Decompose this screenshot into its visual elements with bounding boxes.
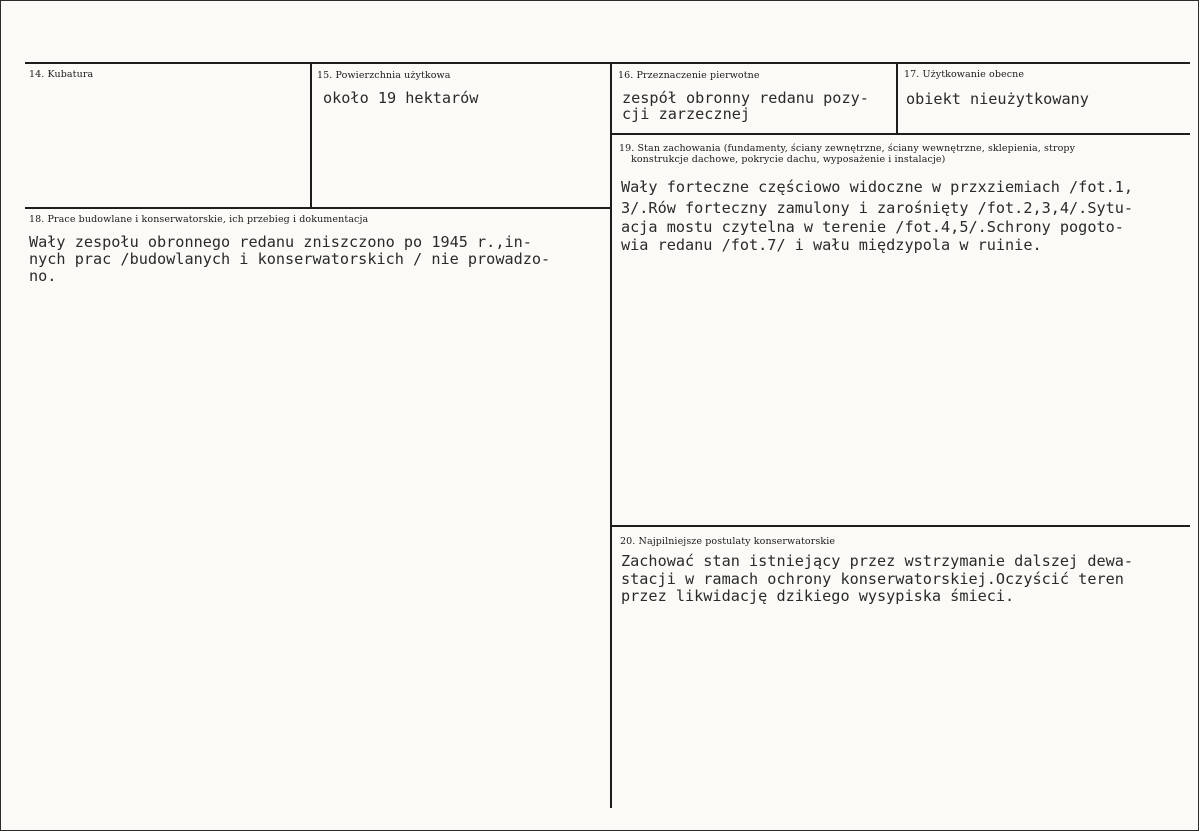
- field-20-value-line-2: stacji w ramach ochrony konserwatorskiej.Oczyścić teren: [621, 570, 1124, 588]
- field-19-value-line-3: acja mostu czytelna w terenie /fot.4,5/.Schrony pogoto-: [621, 218, 1124, 236]
- field-19-label-line-1: 19. Stan zachowania (fundamenty, ściany zewnętrzne, ściany wewnętrzne, sklepienia, stropy: [619, 143, 1076, 154]
- field-15-label: 15. Powierzchnia użytkowa: [317, 70, 451, 81]
- field-15-value: około 19 hektarów: [323, 89, 479, 107]
- field-18-label: 18. Prace budowlane i konserwatorskie, ich przebieg i dokumentacja: [29, 214, 369, 225]
- divider-17-left: [896, 64, 898, 134]
- field-19-value-line-4: wia redanu /fot.7/ i wału międzypola w ruinie.: [621, 236, 1042, 254]
- field-17-label: 17. Użytkowanie obecne: [904, 69, 1025, 80]
- field-20-value-line-1: Zachować stan istniejący przez wstrzymanie dalszej dewa-: [621, 552, 1134, 570]
- divider-15-left: [310, 64, 312, 207]
- center-divider: [610, 64, 612, 808]
- field-18-value-line-3: no.: [29, 267, 57, 285]
- rule-under-16-17: [611, 133, 1190, 135]
- field-20-value-line-3: przez likwidację dzikiego wysypiska śmieci.: [621, 587, 1015, 605]
- rule-under-14-15: [25, 207, 611, 209]
- field-14-label: 14. Kubatura: [29, 69, 94, 80]
- field-18-value-line-1: Wały zespołu obronnego redanu zniszczono po 1945 r.,in-: [29, 233, 532, 251]
- field-17-value: obiekt nieużytkowany: [906, 90, 1089, 108]
- field-16-value-line-2: cji zarzecznej: [622, 105, 751, 123]
- field-19-value-line-2: 3/.Rów forteczny zamulony i zarośnięty /fot.2,3,4/.Sytu-: [621, 199, 1134, 217]
- field-20-label: 20. Najpilniejsze postulaty konserwatorskie: [620, 536, 836, 547]
- top-rule: [25, 62, 1190, 64]
- rule-under-19: [611, 525, 1190, 527]
- field-16-value-line-1: zespół obronny redanu pozy-: [622, 89, 869, 107]
- field-19-value-line-1: Wały forteczne częściowo widoczne w przxziemiach /fot.1,: [621, 178, 1134, 196]
- field-18-value-line-2: nych prac /budowlanych i konserwatorskich / nie prowadzo-: [29, 250, 551, 268]
- field-16-label: 16. Przeznaczenie pierwotne: [618, 70, 760, 81]
- field-19-label-line-2: konstrukcje dachowe, pokrycie dachu, wyposażenie i instalacje): [631, 154, 946, 165]
